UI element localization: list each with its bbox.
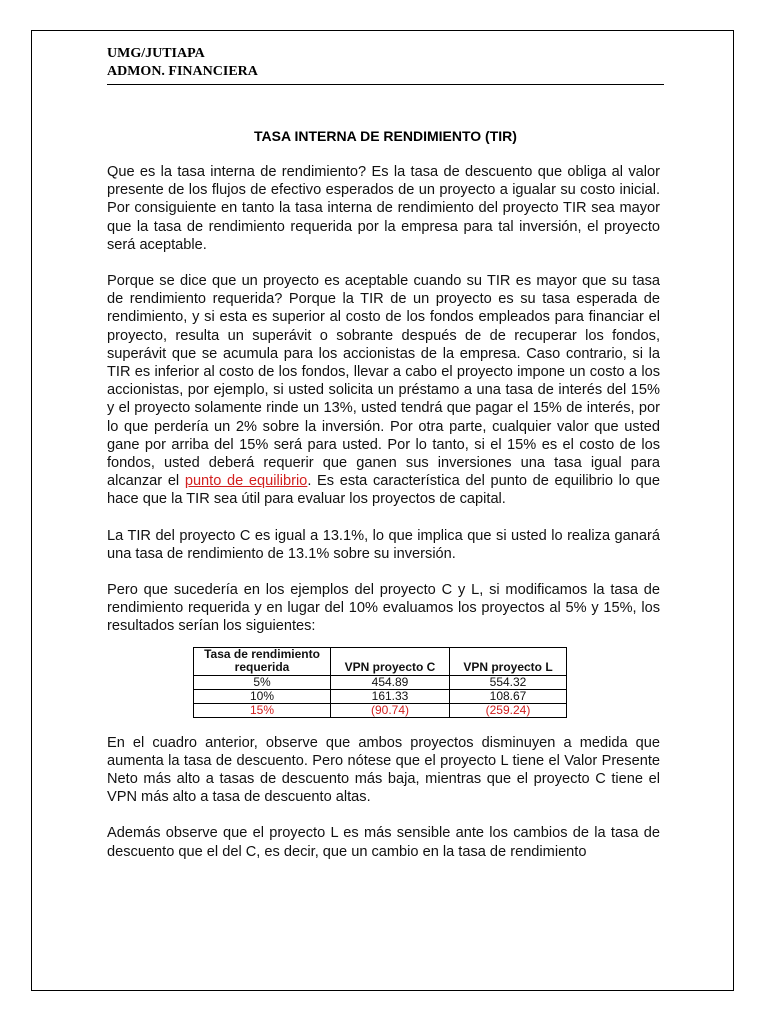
rate-cell: 5% [194,675,331,689]
table-row [194,703,567,717]
table-header-row [194,647,567,675]
rate-cell: 15% [194,703,331,717]
header-vpn-l: VPN proyecto L [450,647,567,675]
vpn-l-cell: 554.32 [450,675,567,689]
paragraph-6: Además observe que el proyecto L es más sensible ante los cambios de la tasa de descuento que el del C, es decir, que un cambio en la tasa de rendimiento [107,825,660,860]
vpn-l-cell: (259.24) [450,703,567,717]
header-institution: UMG/JUTIAPA [107,46,205,61]
vpn-c-cell: 454.89 [331,675,450,689]
vpn-c-cell: (90.74) [331,703,450,717]
header-course: ADMON. FINANCIERA [107,64,258,79]
paragraph-2 [107,272,660,509]
paragraph-2-text-a: Porque se dice que un proyecto es aceptable cuando su TIR es mayor que su tasa de rendimiento requerida? Porque la TIR de un proyecto es su tasa esperada de rendimiento, y si esta es superior al costo de los fondos empleados para financiar el proyecto, resulta un superávit o sobrante después de de recuperar los fondos, superávit que se acumula para los accionistas de la empresa. Caso contrario, si la TIR es inferior al costo de los fondos, llevar a cabo el proyecto impone un costo a los accionistas, por ejemplo, si usted solicita un préstamo a una tasa de interés del 15% y el proyecto solamente rinde un 13%, usted tendrá que pagar el 15% de interés, por lo que perdería un 2% sobre la inversión. Por otra parte, cualquier valor que usted gane por arriba del 15% será para usted. Por lo tanto, si el 15% es el costo de los fondos, usted deberá requerir que ganen sus inversiones una tasa igual para alcanzar el [107,273,660,490]
punto-de-equilibrio-link[interactable]: punto de equilibrio [184,473,308,490]
vpn-c-cell: 161.33 [331,689,450,703]
header-divider [107,84,664,85]
vpn-l-cell: 108.67 [450,689,567,703]
header-rate: Tasa de rendimiento requerida [194,647,331,675]
document-header [107,45,664,81]
table-row [194,689,567,703]
header-vpn-c: VPN proyecto C [331,647,450,675]
paragraph-5: En el cuadro anterior, observe que ambos proyectos disminuyen a medida que aumenta la tasa de descuento. Pero nótese que el proyecto L tiene el Valor Presente Neto más alto a tasas de descuento más baja, mientras que el proyecto C tiene el VPN más alto a tasa de descuento altas. [107,734,660,806]
paragraph-2-text-b: . Es esta característica del punto de equilibrio lo que hace que la TIR sea útil para evaluar los proyectos de capital. [107,473,660,508]
table-row [194,675,567,689]
npv-table-container [193,647,660,718]
paragraph-1: Que es la tasa interna de rendimiento? Es la tasa de descuento que obliga al valor presente de los flujos de efectivo esperados de un proyecto a igualar su costo inicial. Por consiguiente en tanto la tasa interna de rendimiento del proyecto TIR sea mayor que la tasa de rendimiento requerida por la empresa para tal inversión, el proyecto será aceptable. [107,164,660,253]
rate-cell: 10% [194,689,331,703]
npv-table [193,647,567,718]
paragraph-4: Pero que sucedería en los ejemplos del proyecto C y L, si modificamos la tasa de rendimiento requerida y en lugar del 10% evaluamos los proyectos al 5% y 15%, los resultados serían los siguientes: [107,582,660,635]
paragraph-3: La TIR del proyecto C es igual a 13.1%, lo que implica que si usted lo realiza ganará una tasa de rendimiento de 13.1% sobre su inversión. [107,527,660,562]
document-body [107,163,660,861]
page-title: TASA INTERNA DE RENDIMIENTO (TIR) [254,128,517,144]
